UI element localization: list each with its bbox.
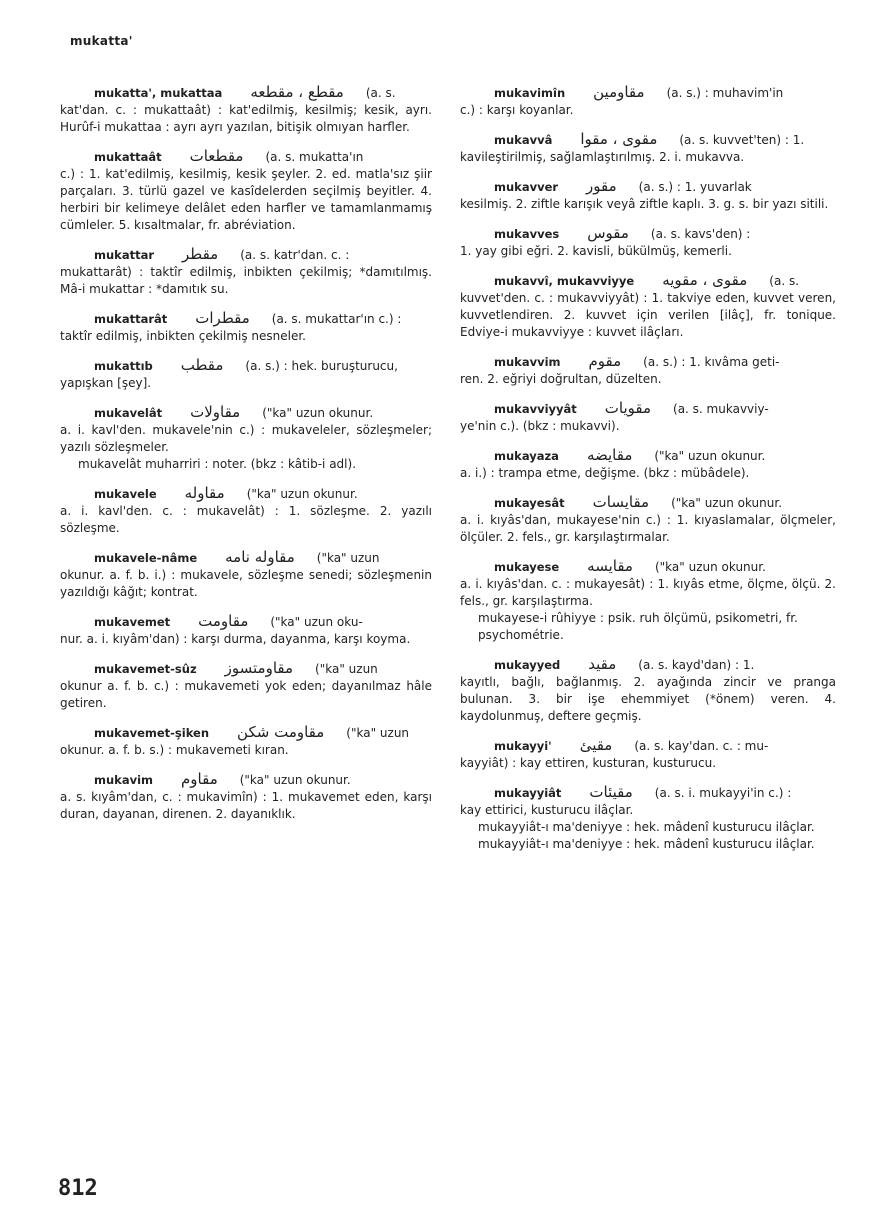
arabic-script: مقطع ، مقطعه [250,83,344,101]
arabic-script: مقطب [180,356,224,374]
definition: a. i.) : trampa etme, değişme. (bkz : mübâdele). [460,466,750,480]
headword: mukattaât [94,150,162,164]
dictionary-entry: mukayyiât مقيئات (a. s. i. mukayyi'in c.) : kay ettirici, kusturucu ilâçlar. mukayyiât-ı ma'deniyye : hek. mâdenî kusturucu ilâçlar. mukayyiât-ı ma'deniyye : hek. mâdenî kusturucu ilâçlar. [460,784,836,853]
dictionary-entry: mukayese مقايسه ("ka" uzun okunur. a. i. kıyâs'dan. c. : mukayesât) : 1. kıyâs etme, ölçme, ölçü. 2. fels., gr. karşılaştırma. mukayese-i rûhiyye : psik. ruh ölçümü, psikometri, fr. psychométrie. [460,557,836,642]
definition: kat'dan. c. : mukattaât) : kat'edilmiş, kesilmiş; kesik, ayrı. Hurûf-i mukattaa : ayrı ayrı yazılan, bitişik olmıyan harfler. [60,103,432,134]
arabic-script: مقاوم [181,770,218,788]
dictionary-entry: mukattar مقطر (a. s. katr'dan. c. : mukattarât) : taktîr edilmiş, inbikten çekilmiş; *damıtılmış. Mâ-i mukattar : *damıtık su. [60,245,432,296]
definition: kesilmiş. 2. ziftle karışık veyâ ziftle kaplı. 3. g. s. bir yazı sitili. [460,197,829,211]
dictionary-entry: mukavvî, mukavviyye مقوى ، مقويه (a. s. kuvvet'den. c. : mukavviyyât) : 1. takviye eden, kuvvet veren, kuvvetlendiren. 2. kuvvet için verilen [ilâç], fr. tonique. Edviye-i mukavviyye : kuvvet ilâçları. [460,271,836,339]
dictionary-entry: mukavele مقاوله ("ka" uzun okunur. a. i. kavl'den. c. : mukavelât) : 1. sözleşme. 2. yazılı sözleşme. [60,484,432,535]
definition: kay ettirici, kusturucu ilâçlar. [460,803,634,817]
definition: kavileştirilmiş, sağlamlaştırılmış. 2. i. mukavva. [460,150,745,164]
sub-entry: mukayyiât-ı ma'deniyye : hek. mâdenî kusturucu ilâçlar. [478,837,815,851]
dictionary-entry: mukavele-nâme مقاوله نامه ("ka" uzun okunur. a. f. b. i.) : mukavele, sözleşme senedi; sözleşmenin yazıldığı kâğıt; kontrat. [60,548,432,599]
arabic-script: مقوى ، مقويه [662,271,748,289]
headword: mukayyiât [494,786,562,800]
sub-entry: mukayese-i rûhiyye : psik. ruh ölçümü, psikometri, fr. psychométrie. [478,611,798,642]
headword: mukavvî, mukavviyye [494,274,635,288]
arabic-script: مقطرات [195,309,250,327]
dictionary-entry: mukayyi' مقيئ (a. s. kay'dan. c. : mu- kayyiât) : kay ettiren, kusturan, kusturucu. [460,737,836,772]
definition: c.) : karşı koyanlar. [460,103,574,117]
dictionary-entry: mukayesât مقايسات ("ka" uzun okunur. a. i. kıyâs'dan, mukayese'nin c.) : 1. kıyaslamalar, ölçmeler, ölçüler. 2. fels., gr. karşılaştırmalar. [460,493,836,544]
arabic-script: مقاولات [190,403,241,421]
running-head: mukatta' [70,34,133,48]
arabic-script: مقاومتسوز [224,659,294,677]
arabic-script: مقاوله [184,484,225,502]
arabic-script: مقطعات [189,147,244,165]
definition: a. i. kavl'den. c. : mukavelât) : 1. sözleşme. 2. yazılı sözleşme. [60,504,432,535]
dictionary-entry: mukayaza مقايضه ("ka" uzun okunur. a. i.) : trampa etme, değişme. (bkz : mübâdele). [460,447,836,482]
definition: kayıtlı, bağlı, bağlanmış. 2. ayağında zincir ve pranga bulunan. 3. bir işe ehemmiyet (*önem) veren. 4. kaydolunmuş, deftere geçmiş. [460,675,836,723]
definition: c.) : 1. kat'edilmiş, kesilmiş, kesik şeyler. 2. ed. matla'sız şiir parçaları. 3. türlü gazel ve kasîdelerden seçilmiş beyitler. 4. herbiri bir kelimeye delâlet eden harfler ve tamamlanmamış cümleler. 5. kısaltmalar, fr. abréviation. [60,167,432,232]
arabic-script: مقطر [182,245,219,263]
right-column [460,84,836,865]
definition: nur. a. i. kıyâm'dan) : karşı durma, dayanma, karşı koyma. [60,632,411,646]
headword: mukayyi' [494,739,552,753]
headword: mukattarât [94,312,168,326]
dictionary-entry: mukayyed مقيد (a. s. kayd'dan) : 1. kayıtlı, bağlı, bağlanmış. 2. ayağında zincir ve pranga bulunan. 3. bir işe ehemmiyet (*önem) veren. 4. kaydolunmuş, deftere geçmiş. [460,655,836,723]
definition: kuvvet'den. c. : mukavviyyât) : 1. takviye eden, kuvvet veren, kuvvetlendiren. 2. kuvvet için verilen [ilâç], fr. tonique. Edviye-i mukavviyye : kuvvet ilâçları. [460,291,836,339]
definition: okunur. a. f. b. s.) : mukavemeti kıran. [60,743,289,757]
arabic-script: مقاومت شكن [237,723,325,741]
headword: mukattar [94,248,155,262]
dictionary-entry: mukavim مقاوم ("ka" uzun okunur. a. s. kıyâm'dan, c. : mukavimîn) : 1. mukavemet eden, karşı duran, dayanan, direnen. 2. dayanıklık. [60,770,432,821]
arabic-script: مقوى ، مقوا [580,130,658,148]
dictionary-entry: mukatta', mukattaa مقطع ، مقطعه (a. s. kat'dan. c. : mukattaât) : kat'edilmiş, kesilmiş; kesik, ayrı. Hurûf-i mukattaa : ayrı ayrı yazılan, bitişik olmıyan harfler. [60,83,432,134]
headword: mukavemet-şiken [94,726,210,740]
arabic-script: مقويات [604,399,652,417]
definition: a. i. kıyâs'dan. c. : mukayesât) : 1. kıyâs etme, ölçme, ölçü. 2. fels., gr. karşılaştırma. [460,577,836,608]
arabic-script: مقاوله نامه [225,548,295,566]
dictionary-entry: mukavves مقوس (a. s. kavs'den) : 1. yay gibi eğri. 2. kavisli, bükülmüş, kemerli. [460,225,836,260]
headword: mukayaza [494,449,559,463]
headword: mukavim [94,773,153,787]
definition: ye'nin c.). (bkz : mukavvi). [460,419,620,433]
arabic-script: مقايسات [592,493,650,511]
page-number: 812 [58,1176,98,1201]
sub-entry: mukavelât muharriri : noter. (bkz : kâtib-i adl). [78,457,357,471]
dictionary-entry: mukavver مقور (a. s.) : 1. yuvarlak kesilmiş. 2. ziftle karışık veyâ ziftle kaplı. 3. g. s. bir yazı sitili. [460,178,836,213]
definition: ren. 2. eğriyi doğrultan, düzelten. [460,372,662,386]
arabic-script: مقاومين [593,83,645,101]
headword: mukavvâ [494,133,553,147]
dictionary-entry: mukavvâ مقوى ، مقوا (a. s. kuvvet'ten) : 1. kavileştirilmiş, sağlamlaştırılmış. 2. i. mukavva. [460,131,836,166]
definition: a. i. kıyâs'dan, mukayese'nin c.) : 1. kıyaslamalar, ölçmeler, ölçüler. 2. fels., gr. karşılaştırmalar. [460,513,836,544]
headword: mukavves [494,227,560,241]
arabic-script: مقاومت [198,612,249,630]
arabic-script: مقايضه [586,446,633,464]
sub-entry: mukayyiât-ı ma'deniyye : hek. mâdenî kusturucu ilâçlar. [478,820,815,834]
dictionary-entry: mukavimîn مقاومين (a. s.) : muhavim'in c.) : karşı koyanlar. [460,84,836,119]
dictionary-entry: mukavvim مقوم (a. s.) : 1. kıvâma geti- ren. 2. eğriyi doğrultan, düzelten. [460,353,836,388]
definition: okunur a. f. b. c.) : mukavemeti yok eden; dayanılmaz hâle getiren. [60,679,432,710]
headword: mukavviyyât [494,402,577,416]
definition: a. i. kavl'den. mukavele'nin c.) : mukaveleler, sözleşmeler; yazılı sözleşmeler. [60,423,432,454]
dictionary-entry: mukavemet-şiken مقاومت شكن ("ka" uzun okunur. a. f. b. s.) : mukavemeti kıran. [60,724,432,759]
definition: taktîr edilmiş, inbikten çekilmiş nesneler. [60,329,306,343]
headword: mukavelât [94,406,163,420]
dictionary-entry: mukattaât مقطعات (a. s. mukatta'ın c.) : 1. kat'edilmiş, kesilmiş, kesik şeyler. 2. ed. matla'sız şiir parçaları. 3. türlü gazel ve kasîdelerden seçilmiş beyitler. 4. herbiri bir kelimeye delâlet eden harfler ve tamamlanmamış cümleler. 5. kısaltmalar, fr. abréviation. [60,147,432,232]
headword: mukavver [494,180,559,194]
headword: mukavemet [94,615,171,629]
headword: mukavvim [494,355,561,369]
dictionary-entry: mukattarât مقطرات (a. s. mukattar'ın c.) : taktîr edilmiş, inbikten çekilmiş nesneler. [60,310,432,345]
arabic-script: مقيئ [579,736,613,754]
arabic-script: مقيد [588,655,617,673]
headword: mukatta', mukattaa [94,86,223,100]
headword: mukayyed [494,658,561,672]
arabic-script: مقيئات [589,783,633,801]
dictionary-entry: mukavelât مقاولات ("ka" uzun okunur. a. i. kavl'den. mukavele'nin c.) : mukaveleler, sözleşmeler; yazılı sözleşmeler. mukavelât muharriri : noter. (bkz : kâtib-i adl). [60,403,432,471]
headword: mukattıb [94,359,153,373]
arabic-script: مقوس [587,224,629,242]
arabic-script: مقوم [588,352,622,370]
definition: yapışkan [şey]. [60,376,152,390]
arabic-script: مقور [586,177,617,195]
dictionary-entry: mukavemet-sûz مقاومتسوز ("ka" uzun okunur a. f. b. c.) : mukavemeti yok eden; dayanılmaz hâle getiren. [60,659,432,710]
dictionary-entry: mukavemet مقاومت ("ka" uzun oku- nur. a. i. kıyâm'dan) : karşı durma, dayanma, karşı koyma. [60,613,432,648]
definition: kayyiât) : kay ettiren, kusturan, kusturucu. [460,756,717,770]
headword: mukavimîn [494,86,566,100]
definition: 1. yay gibi eğri. 2. kavisli, bükülmüş, kemerli. [460,244,732,258]
dictionary-entry: mukavviyyât مقويات (a. s. mukavviy- ye'nin c.). (bkz : mukavvi). [460,400,836,435]
left-column [60,84,432,835]
definition: a. s. kıyâm'dan, c. : mukavimîn) : 1. mukavemet eden, karşı duran, dayanan, direnen. 2. dayanıklık. [60,790,432,821]
headword: mukayese [494,560,560,574]
definition: okunur. a. f. b. i.) : mukavele, sözleşme senedi; sözleşmenin yazıldığı kâğıt; kontrat. [60,568,432,599]
headword: mukavemet-sûz [94,662,197,676]
dictionary-entry: mukattıb مقطب (a. s.) : hek. buruşturucu, yapışkan [şey]. [60,357,432,392]
headword: mukavele [94,487,157,501]
headword: mukayesât [494,496,565,510]
arabic-script: مقايسه [587,557,633,575]
definition: mukattarât) : taktîr edilmiş, inbikten çekilmiş; *damıtılmış. Mâ-i mukattar : *damıtık su. [60,265,432,296]
headword: mukavele-nâme [94,551,198,565]
